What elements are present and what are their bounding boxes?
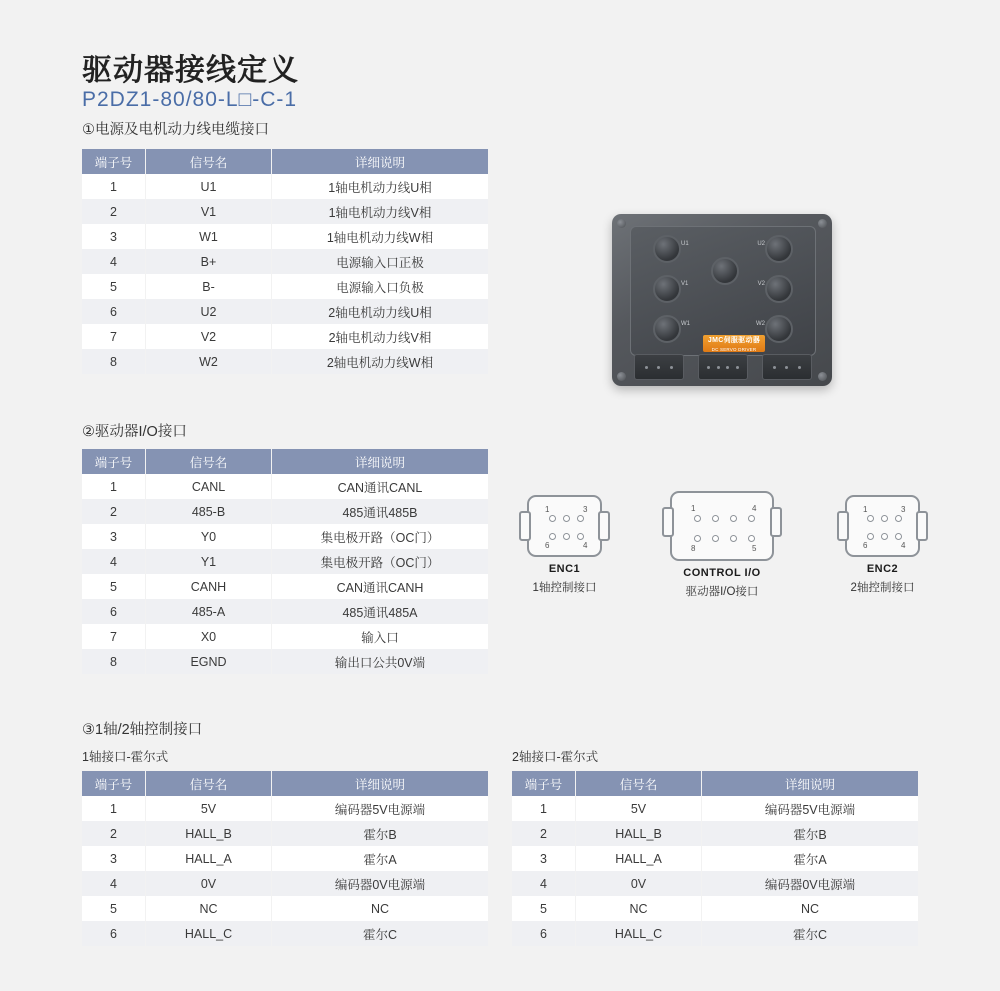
cell-terminal: 6 xyxy=(82,599,146,624)
cell-desc: NC xyxy=(272,896,489,921)
cell-signal: W2 xyxy=(146,349,272,374)
screw-icon xyxy=(818,372,827,381)
table-row xyxy=(82,649,488,674)
table-header-row xyxy=(82,771,488,796)
table-row xyxy=(82,249,488,274)
connector-desc: 1轴控制接口 xyxy=(532,582,597,594)
cell-terminal: 2 xyxy=(82,199,146,224)
pin-number: 3 xyxy=(583,505,588,514)
table-body xyxy=(82,474,488,674)
table-axis1-control xyxy=(82,771,488,946)
connector-pins xyxy=(704,362,742,372)
cell-terminal: 6 xyxy=(82,299,146,324)
cell-desc: 霍尔C xyxy=(272,921,489,946)
table-row xyxy=(512,796,918,821)
connector-control-io xyxy=(698,354,748,380)
port-label-v1: V1 xyxy=(681,281,689,287)
cell-terminal: 4 xyxy=(82,549,146,574)
col-terminal-no: 端子号 xyxy=(82,449,146,474)
power-port-w1 xyxy=(653,315,681,343)
table-body xyxy=(82,174,488,374)
col-description: 详细说明 xyxy=(272,771,489,796)
cell-terminal: 5 xyxy=(82,896,146,921)
table-row xyxy=(82,624,488,649)
connector-pins xyxy=(640,362,678,372)
connector-diagram-control-io xyxy=(657,491,787,599)
cell-signal: HALL_A xyxy=(576,846,702,871)
cell-signal: U2 xyxy=(146,299,272,324)
table-row xyxy=(82,324,488,349)
port-label-u2: U2 xyxy=(757,241,765,247)
pin xyxy=(881,533,888,540)
col-signal-name: 信号名 xyxy=(146,149,272,174)
table-row xyxy=(82,599,488,624)
pin xyxy=(895,515,902,522)
cell-terminal: 4 xyxy=(512,871,576,896)
table-row xyxy=(82,474,488,499)
cell-terminal: 8 xyxy=(82,349,146,374)
table-row xyxy=(82,549,488,574)
col-description: 详细说明 xyxy=(272,149,489,174)
cell-desc: 2轴电机动力线W相 xyxy=(272,349,489,374)
screw-icon xyxy=(818,219,827,228)
pin-number: 1 xyxy=(545,505,550,514)
pin xyxy=(867,533,874,540)
cell-signal: W1 xyxy=(146,224,272,249)
cell-terminal: 7 xyxy=(82,624,146,649)
cell-desc: NC xyxy=(702,896,919,921)
cell-signal: 0V xyxy=(576,871,702,896)
col-signal-name: 信号名 xyxy=(576,771,702,796)
brand-badge xyxy=(703,335,765,352)
col-signal-name: 信号名 xyxy=(146,449,272,474)
cell-terminal: 7 xyxy=(82,324,146,349)
pin xyxy=(895,533,902,540)
connector-enc2 xyxy=(762,354,812,380)
col-signal-name: 信号名 xyxy=(146,771,272,796)
cell-desc: 输入口 xyxy=(272,624,489,649)
table-row xyxy=(82,574,488,599)
cell-signal: X0 xyxy=(146,624,272,649)
pin-number: 8 xyxy=(691,544,696,553)
table-row xyxy=(82,846,488,871)
table-body xyxy=(512,796,918,946)
cell-terminal: 3 xyxy=(82,524,146,549)
pin xyxy=(867,515,874,522)
table-row xyxy=(82,349,488,374)
cell-signal: HALL_A xyxy=(146,846,272,871)
driver-housing xyxy=(612,214,832,386)
cell-terminal: 5 xyxy=(82,274,146,299)
power-port-u1 xyxy=(653,235,681,263)
cell-desc: 485通讯485A xyxy=(272,599,489,624)
pin xyxy=(730,535,737,542)
axis1-subheading: 1轴接口-霍尔式 xyxy=(82,750,169,764)
connector-desc: 驱动器I/O接口 xyxy=(685,586,759,598)
cell-desc: 1轴电机动力线V相 xyxy=(272,199,489,224)
cell-terminal: 1 xyxy=(82,474,146,499)
cell-signal: U1 xyxy=(146,174,272,199)
table-row xyxy=(82,299,488,324)
pin xyxy=(694,535,701,542)
cell-terminal: 6 xyxy=(82,921,146,946)
pin-number: 3 xyxy=(901,505,906,514)
connector-desc: 2轴控制接口 xyxy=(850,582,915,594)
cell-desc: 2轴电机动力线U相 xyxy=(272,299,489,324)
cell-signal: V1 xyxy=(146,199,272,224)
col-terminal-no: 端子号 xyxy=(82,771,146,796)
table-row xyxy=(82,499,488,524)
table-row xyxy=(82,224,488,249)
section-3-heading: ③1轴/2轴控制接口 xyxy=(82,722,203,738)
table-row xyxy=(512,871,918,896)
pin xyxy=(730,515,737,522)
cell-terminal: 8 xyxy=(82,649,146,674)
cell-desc: 霍尔B xyxy=(272,821,489,846)
table-body xyxy=(82,796,488,946)
pin xyxy=(694,515,701,522)
col-terminal-no: 端子号 xyxy=(82,149,146,174)
table-row xyxy=(512,821,918,846)
cell-desc: 编码器0V电源端 xyxy=(272,871,489,896)
cell-terminal: 2 xyxy=(512,821,576,846)
pin xyxy=(712,535,719,542)
cell-signal: HALL_B xyxy=(146,821,272,846)
connector-diagram-enc2 xyxy=(830,495,935,595)
cell-signal: 485-B xyxy=(146,499,272,524)
brand-subtitle: DC SERVO DRIVER xyxy=(711,347,757,352)
pin xyxy=(577,533,584,540)
axis2-subheading: 2轴接口-霍尔式 xyxy=(512,750,599,764)
table-row xyxy=(512,921,918,946)
cell-terminal: 1 xyxy=(82,174,146,199)
brand-name: JMC伺服驱动器 xyxy=(707,337,761,344)
table-header-row xyxy=(82,149,488,174)
model-number: P2DZ1-80/80-L□-C-1 xyxy=(82,88,298,111)
table-row xyxy=(82,274,488,299)
screw-icon xyxy=(617,219,626,228)
cell-desc: 485通讯485B xyxy=(272,499,489,524)
section-1-heading: ①电源及电机动力线电缆接口 xyxy=(82,122,269,138)
col-description: 详细说明 xyxy=(702,771,919,796)
cell-desc: 霍尔A xyxy=(702,846,919,871)
col-terminal-no: 端子号 xyxy=(512,771,576,796)
cell-terminal: 6 xyxy=(512,921,576,946)
pin-number: 6 xyxy=(863,541,868,550)
cell-desc: 电源输入口负极 xyxy=(272,274,489,299)
cell-signal: CANH xyxy=(146,574,272,599)
cell-terminal: 5 xyxy=(512,896,576,921)
cell-signal: HALL_B xyxy=(576,821,702,846)
power-port-bplus xyxy=(711,257,739,285)
port-label-w2: W2 xyxy=(756,321,765,327)
pin xyxy=(577,515,584,522)
col-description: 详细说明 xyxy=(272,449,489,474)
pin-number: 6 xyxy=(545,541,550,550)
cell-desc: 霍尔C xyxy=(702,921,919,946)
cell-signal: V2 xyxy=(146,324,272,349)
cell-signal: HALL_C xyxy=(576,921,702,946)
cell-desc: 编码器5V电源端 xyxy=(272,796,489,821)
cell-desc: 1轴电机动力线W相 xyxy=(272,224,489,249)
connector-body xyxy=(845,495,920,557)
table-row xyxy=(82,921,488,946)
table-row xyxy=(512,896,918,921)
cell-terminal: 3 xyxy=(82,224,146,249)
pin xyxy=(881,515,888,522)
product-photo xyxy=(607,209,837,394)
cell-signal: NC xyxy=(146,896,272,921)
table-row xyxy=(512,846,918,871)
power-port-u2 xyxy=(765,235,793,263)
cell-terminal: 2 xyxy=(82,499,146,524)
table-row xyxy=(82,174,488,199)
power-port-v1 xyxy=(653,275,681,303)
port-label-u1: U1 xyxy=(681,241,689,247)
power-port-v2 xyxy=(765,275,793,303)
cell-signal: HALL_C xyxy=(146,921,272,946)
cell-desc: 1轴电机动力线U相 xyxy=(272,174,489,199)
pin-number: 1 xyxy=(691,504,696,513)
pin xyxy=(748,535,755,542)
cell-desc: 霍尔A xyxy=(272,846,489,871)
connector-name: ENC1 xyxy=(548,563,581,575)
cell-signal: 5V xyxy=(576,796,702,821)
driver-faceplate xyxy=(630,226,816,356)
cell-terminal: 5 xyxy=(82,574,146,599)
cell-desc: 集电极开路（OC门） xyxy=(272,524,489,549)
connector-name: ENC2 xyxy=(866,563,899,575)
pin-number: 4 xyxy=(901,541,906,550)
page-title: 驱动器接线定义 xyxy=(82,54,299,87)
cell-terminal: 1 xyxy=(82,796,146,821)
cell-terminal: 3 xyxy=(512,846,576,871)
cell-terminal: 4 xyxy=(82,249,146,274)
cell-desc: 电源输入口正极 xyxy=(272,249,489,274)
pin xyxy=(712,515,719,522)
pin-number: 4 xyxy=(752,504,757,513)
pin xyxy=(549,533,556,540)
table-row xyxy=(82,821,488,846)
cell-desc: CAN通讯CANH xyxy=(272,574,489,599)
cell-desc: 集电极开路（OC门） xyxy=(272,549,489,574)
table-row xyxy=(82,199,488,224)
connector-enc1 xyxy=(634,354,684,380)
connector-body xyxy=(670,491,774,561)
table-driver-io xyxy=(82,449,488,674)
power-port-w2 xyxy=(765,315,793,343)
cell-signal: 485-A xyxy=(146,599,272,624)
cell-desc: 霍尔B xyxy=(702,821,919,846)
cell-signal: CANL xyxy=(146,474,272,499)
table-row xyxy=(82,896,488,921)
cell-signal: 0V xyxy=(146,871,272,896)
connector-pins xyxy=(768,362,806,372)
pin xyxy=(563,515,570,522)
cell-desc: 2轴电机动力线V相 xyxy=(272,324,489,349)
cell-signal: Y0 xyxy=(146,524,272,549)
cell-desc: 编码器0V电源端 xyxy=(702,871,919,896)
cell-terminal: 3 xyxy=(82,846,146,871)
port-label-w1: W1 xyxy=(681,321,690,327)
cell-signal: EGND xyxy=(146,649,272,674)
connector-name: CONTROL I/O xyxy=(683,567,761,579)
port-label-v2: V2 xyxy=(757,281,765,287)
pin-number: 1 xyxy=(863,505,868,514)
cell-desc: 编码器5V电源端 xyxy=(702,796,919,821)
cell-desc: 输出口公共0V端 xyxy=(272,649,489,674)
connector-body xyxy=(527,495,602,557)
pin-number: 5 xyxy=(752,544,757,553)
pin xyxy=(549,515,556,522)
cell-terminal: 2 xyxy=(82,821,146,846)
pin xyxy=(748,515,755,522)
cell-desc: CAN通讯CANL xyxy=(272,474,489,499)
table-header-row xyxy=(82,449,488,474)
table-power-motor xyxy=(82,149,488,374)
connector-diagrams xyxy=(512,495,942,625)
cell-signal: Y1 xyxy=(146,549,272,574)
pin xyxy=(563,533,570,540)
table-header-row xyxy=(512,771,918,796)
cell-signal: B+ xyxy=(146,249,272,274)
cell-signal: B- xyxy=(146,274,272,299)
table-row xyxy=(82,871,488,896)
cell-terminal: 1 xyxy=(512,796,576,821)
section-2-heading: ②驱动器I/O接口 xyxy=(82,424,187,440)
cell-signal: 5V xyxy=(146,796,272,821)
cell-terminal: 4 xyxy=(82,871,146,896)
connector-diagram-enc1 xyxy=(512,495,617,595)
table-row xyxy=(82,524,488,549)
table-row xyxy=(82,796,488,821)
screw-icon xyxy=(617,372,626,381)
table-axis2-control xyxy=(512,771,918,946)
pin-number: 4 xyxy=(583,541,588,550)
cell-signal: NC xyxy=(576,896,702,921)
